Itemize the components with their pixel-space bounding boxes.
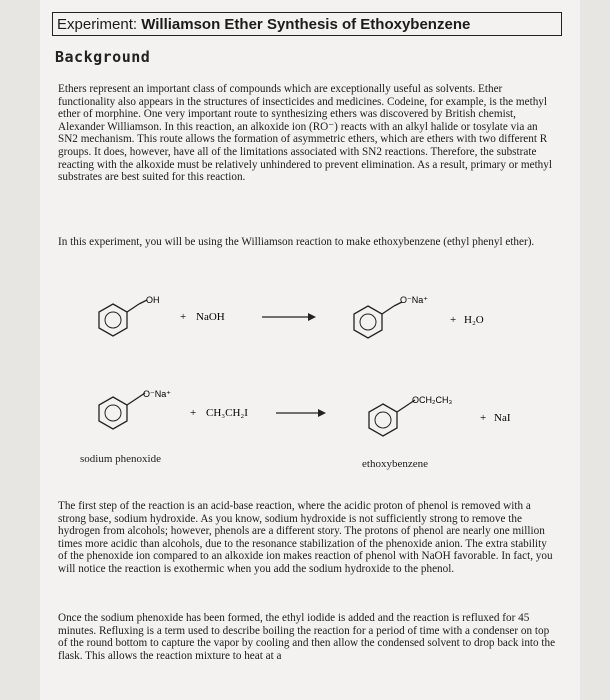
caption-ethoxybenzene: ethoxybenzene <box>362 458 428 470</box>
title-value: Williamson Ether Synthesis of Ethoxybenzene <box>141 16 471 33</box>
reflux-paragraph: Once the sodium phenoxide has been formed, the ethyl iodide is added and the reaction is refluxed for 45 minutes. Refluxing is a term used to describe boiling the reaction for a period of time with a condenser on top of the round bottom to capture the vapor by cooling and then allow the condensed solvent to drop back into the flask. This allows the reaction mixture to heat at a <box>58 612 556 662</box>
intro-paragraph: Ethers represent an important class of compounds which are exceptionally useful as solvents. Ether functionality also appears in the structures of insecticides and medicines. Codeine, for example, is the methyl ether of morphine. One very important route to synthesizing ethers was discovered by British chemist, Alexander Williamson. In this reaction, an alkoxide ion (RO⁻) reacts with an alkyl halide or tosylate via an SN2 mechanism. This route allows the formation of asymmetric ethers, which are ethers with two different R groups. It does, however, have all of the limitations associated with SN2 reactions. Therefore, the substrate reacting with the alkoxide must be relatively unhindered to prevent elimination. As a result, primary or methyl substrates are best suited for this reaction. <box>58 83 552 184</box>
plus-sign-2: + <box>450 314 457 326</box>
reaction-arrow-2 <box>276 409 326 417</box>
reaction-scheme <box>0 280 610 480</box>
phenoxide-group-label-1: O⁻Na⁺ <box>400 295 429 305</box>
phenol-group-label: OH <box>146 295 160 305</box>
water-byproduct: H₂O <box>464 314 484 326</box>
section-heading: Background <box>55 48 151 66</box>
phenoxide-structure-product <box>354 302 402 338</box>
plus-sign-4: + <box>480 412 487 424</box>
naoh-reagent: NaOH <box>196 311 225 323</box>
ethyl-iodide-reagent: CH₃CH₂I <box>206 407 248 419</box>
reaction-arrow-1 <box>262 313 316 321</box>
experiment-paragraph: In this experiment, you will be using the Williamson reaction to make ethoxybenzene (ethyl phenyl ether). <box>58 236 535 248</box>
phenoxide-group-label-2: O⁻Na⁺ <box>143 389 172 399</box>
phenol-structure <box>99 300 147 336</box>
caption-sodium-phenoxide: sodium phenoxide <box>80 453 161 465</box>
title-label: Experiment: <box>57 16 138 33</box>
plus-sign-1: + <box>180 311 187 323</box>
sodium-iodide-byproduct: NaI <box>494 412 511 424</box>
ethoxy-group-label: OCH₂CH₃ <box>412 395 453 405</box>
acid-base-paragraph: The first step of the reaction is an acid-base reaction, where the acidic proton of phenol is removed with a strong base, sodium hydroxide. As you know, sodium hydroxide is not sufficiently strong to remove the hydrogen from alcohols; however, phenols are a different story. The protons of phenol are nearly one million times more acidic than alcohols, due to the resonance stabilization of the phenoxide anion. The extra stability of the phenoxide ion compared to an alkoxide ion makes reaction of phenol with NaOH favorable. In fact, you will notice the reaction is exothermic when you add the sodium hydroxide to the phenol. <box>58 500 553 575</box>
ethoxybenzene-structure <box>369 400 415 436</box>
plus-sign-3: + <box>190 407 197 419</box>
experiment-title-box <box>52 12 562 36</box>
sodium-phenoxide-structure <box>99 393 145 429</box>
